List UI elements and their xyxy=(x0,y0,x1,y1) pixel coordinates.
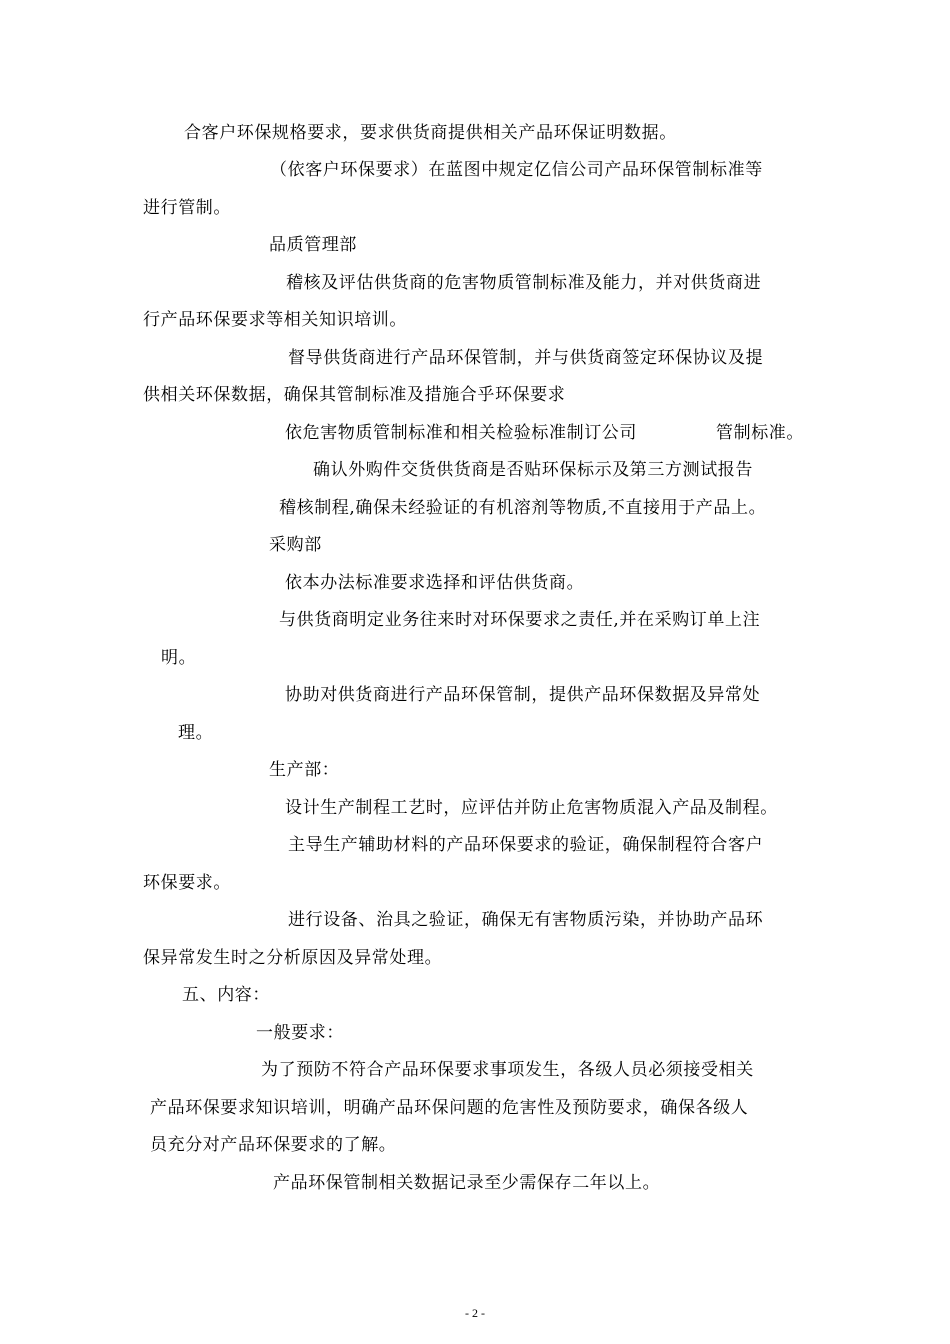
text-line: 理。 xyxy=(178,723,214,743)
text-line: 管制标准。 xyxy=(716,423,804,443)
text-line: 进行管制。 xyxy=(143,198,231,218)
text-line: 设计生产制程工艺时，应评估并防止危害物质混入产品及制程。 xyxy=(285,798,778,818)
text-line: 供相关环保数据，确保其管制标准及措施合乎环保要求 xyxy=(143,385,566,405)
subsection-heading: 一般要求： xyxy=(256,1023,344,1043)
text-line: 合客户环保规格要求，要求供货商提供相关产品环保证明数据。 xyxy=(184,123,677,143)
text-line: 协助对供货商进行产品环保管制，提供产品环保数据及异常处 xyxy=(285,685,761,705)
text-line: 保异常发生时之分析原因及异常处理。 xyxy=(143,948,443,968)
text-line: 产品环保管制相关数据记录至少需保存二年以上。 xyxy=(273,1173,661,1193)
text-line: 依危害物质管制标准和相关检验标准制订公司 xyxy=(285,423,637,443)
text-line: 与供货商明定业务往来时对环保要求之责任,并在采购订单上注 xyxy=(279,610,761,630)
text-line: 环保要求。 xyxy=(143,873,231,893)
text-line: 进行设备、治具之验证，确保无有害物质污染，并协助产品环 xyxy=(288,910,764,930)
text-line: 行产品环保要求等相关知识培训。 xyxy=(143,310,407,330)
text-line: 产品环保要求知识培训，明确产品环保问题的危害性及预防要求，确保各级人 xyxy=(150,1098,749,1118)
text-line: 稽核制程,确保未经验证的有机溶剂等物质,不直接用于产品上。 xyxy=(279,498,767,518)
text-line: 为了预防不符合产品环保要求事项发生，各级人员必须接受相关 xyxy=(261,1060,754,1080)
text-line: 员充分对产品环保要求的了解。 xyxy=(150,1135,397,1155)
text-line: 主导生产辅助材料的产品环保要求的验证，确保制程符合客户 xyxy=(288,835,764,855)
text-line: 确认外购件交货供货商是否贴环保标示及第三方测试报告 xyxy=(313,460,753,480)
page-number: - 2 - xyxy=(465,1306,485,1320)
text-line: 督导供货商进行产品环保管制，并与供货商签定环保协议及提 xyxy=(288,348,764,368)
section-heading: 采购部 xyxy=(269,535,322,555)
text-line: 稽核及评估供货商的危害物质管制标准及能力，并对供货商进 xyxy=(286,273,762,293)
section-heading: 生产部： xyxy=(269,760,340,780)
text-line: 依本办法标准要求选择和评估供货商。 xyxy=(285,573,585,593)
text-line: 明。 xyxy=(161,648,197,668)
text-line: （依客户环保要求）在蓝图中规定亿信公司产品环保管制标准等 xyxy=(270,160,763,180)
section-heading: 五、内容： xyxy=(182,985,270,1005)
section-heading: 品质管理部 xyxy=(269,235,357,255)
